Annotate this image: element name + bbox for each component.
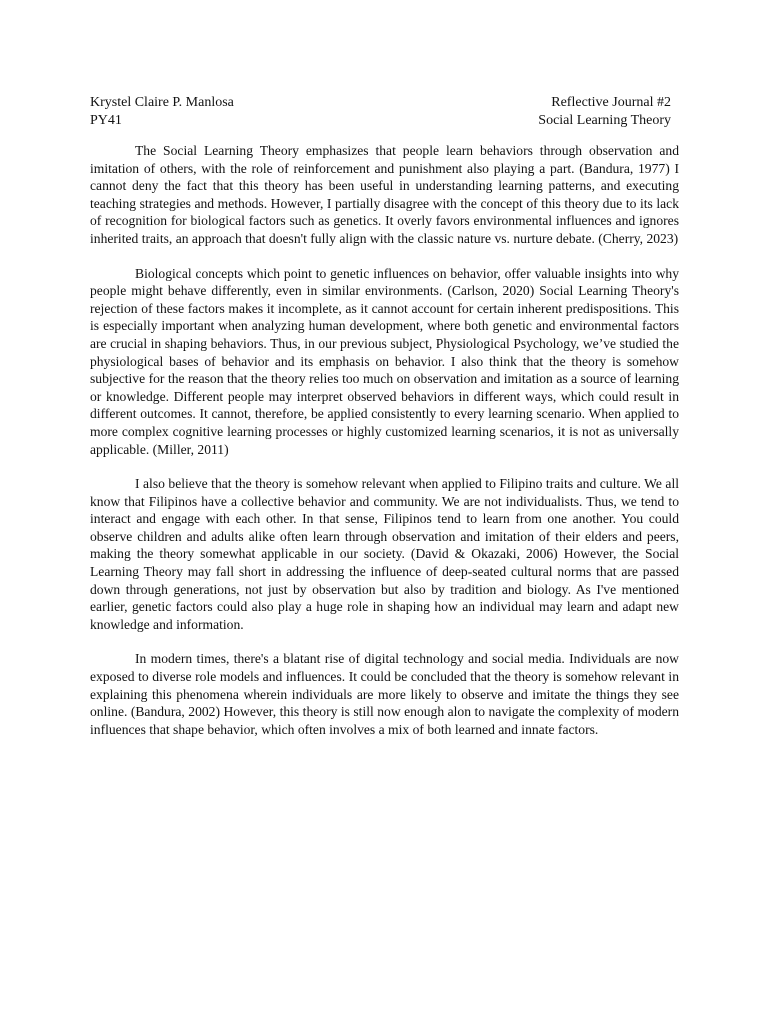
author-name: Krystel Claire P. Manlosa [90,95,234,110]
header-left [90,94,234,130]
paragraph-4: In modern times, there's a blatant rise of digital technology and social media. Individuals are now exposed to diverse role models and influences. It could be concluded that the theory is somehow relevant in explaining this phenomena wherein individuals are more likely to observe and imitate the things they see online. (Bandura, 2002) However, this theory is still now enough alon to navigate the complexity of modern influences that shape behavior, which often involves a mix of both learned and innate factors. [90,651,679,737]
paragraph-1: The Social Learning Theory emphasizes that people learn behaviors through observation and imitation of others, with the role of reinforcement and punishment also playing a part. (Bandura, 1977) I cannot deny the fact that this theory has been useful in understanding learning patterns, and executing teaching strategies and methods. However, I partially disagree with the concept of this theory due to its lack of recognition for biological factors such as genetics. It overly favors environmental influences and ignores inherited traits, an approach that doesn't fully align with the classic nature vs. nurture debate. (Cherry, 2023) [90,143,679,246]
journal-title: Reflective Journal #2 [551,95,671,110]
paragraph-2: Biological concepts which point to genetic influences on behavior, offer valuable insights into why people might behave differently, even in similar environments. (Carlson, 2020) Social Learning Theory's rejection of these factors makes it incomplete, as it cannot account for certain inherent predispositions. This is especially important when analyzing human development, where both genetic and environmental factors are crucial in shaping behaviors. Thus, in our previous subject, Physiological Psychology, we’ve studied the physiological bases of behavior and its emphasis on behavior. I also think that the theory is somehow subjective for the reason that the theory relies too much on observation and imitation as a source of learning or knowledge. Different people may interpret observed behaviors in different ways, which could result in different outcomes. It cannot, therefore, be applied consistently to every learning scenario. When applied to more complex cognitive learning processes or highly customized learning scenarios, it is not as universally applicable. (Miller, 2011) [90,265,679,457]
paragraph-3: I also believe that the theory is somehow relevant when applied to Filipino traits and culture. We all know that Filipinos have a collective behavior and community. We are not individualists. Thus, we tend to interact and engage with each other. In that sense, Filipinos tend to learn from one another. You could observe children and adults alike often learn through observation and imitation of their elders and peers, making the theory somewhat applicable in our society. (David & Okazaki, 2006) However, the Social Learning Theory may fall short in addressing the influence of deep-seated cultural norms that are passed down through generations, not just by observation but also by tradition and biology. As I've mentioned earlier, genetic factors could also play a huge role in shaping how an individual may learn and adapt new knowledge and information. [90,476,679,632]
document-body [90,142,679,738]
header-right [538,94,671,130]
journal-topic: Social Learning Theory [538,113,671,128]
document-page [90,94,679,755]
course-code: PY41 [90,113,122,128]
document-header [90,94,679,130]
